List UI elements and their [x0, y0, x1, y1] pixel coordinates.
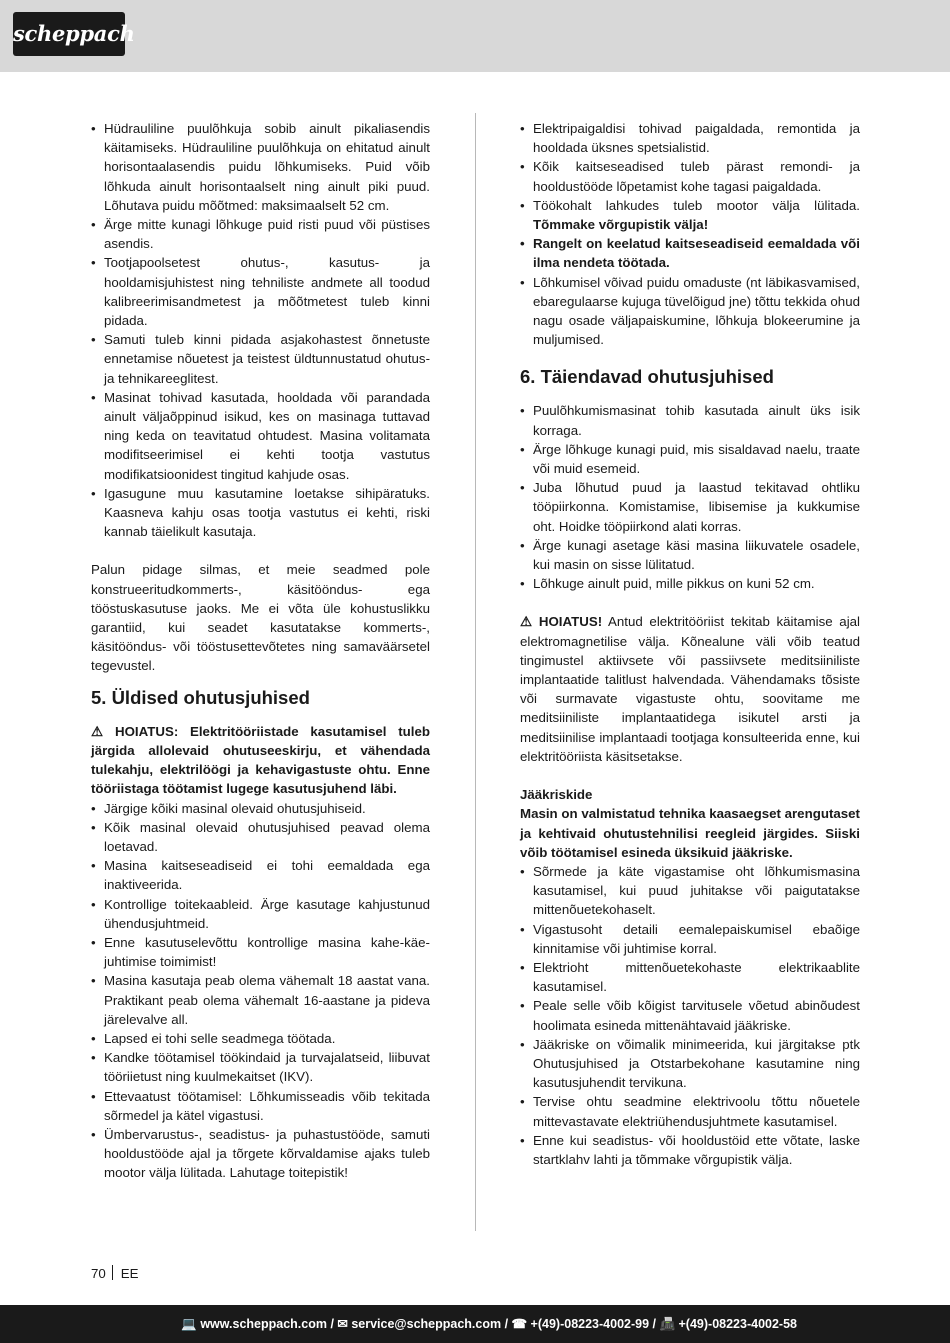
list-item: • Masinat tohivad kasutada, hooldada või parandada ainult väljaõppinud isikud, kes on masinaga tuttavad ning keda on teavitatud ohtudest. Masina volitamata modifitseerimisel ei kehti tootja vastutus modifikatsioonidest tingitud kahjude osas. — [91, 388, 430, 484]
column-divider — [475, 113, 476, 1231]
residual-risks-intro: Masin on valmistatud tehnika kaasaegset arengutaset ja kehtivaid ohutustehnilisi reegleid järgides. Siiski võib töötamisel esineda üksikuid jääkriske. — [520, 806, 860, 860]
list-item: • Vigastusoht detaili eemalepaiskumisel ebaõige kinnitamise või juhtimise korral. — [520, 920, 860, 958]
emf-warning — [520, 612, 860, 766]
warning-icon: ⚠ — [520, 614, 535, 630]
residual-risks-heading: Jääkriskide — [520, 787, 593, 803]
list-item: • Hüdrauliline puulõhkuja sobib ainult pikaliasendis käitamiseks. Hüdrauliline puulõhkuja on ehitatud ainult horisontaalasendis puidu lõhkumiseks. Puid võib lõhkuda ainult horisontaalselt ning ainult piki puud. Lõhutava puidu mõõtmed: maksimaalselt 52 cm. — [91, 119, 430, 215]
warning-icon: ⚠ — [91, 723, 111, 739]
list-item: • Jääkriske on võimalik minimeerida, kui järgitakse ptk Ohutusjuhised ja Otstarbekohane kasutamine ning kasutusjuhendit tervikuna. — [520, 1035, 860, 1093]
general-warning-text: HOIATUS: Elektritööriistade kasutamisel tuleb järgida allolevaid ohutuseeskirju, et vähendada tulekahju, elektrilöögi ja kehavigastuste ohtu. Enne tööriistaga töötamist lugege kasutusjuhend läbi. — [91, 723, 430, 797]
list-item: • Rangelt on keelatud kaitseseadiseid eemaldada või ilma nendeta töötada. — [520, 234, 860, 272]
list-item: • Tootjapoolsetest ohutus-, kasutus- ja hooldamisjuhistest ning tehniliste andmete all toodud kalibreerimisandmetest ja mõõtmetest tuleb kinni pidada. — [91, 253, 430, 330]
general-warning — [91, 722, 430, 799]
intended-use-list — [91, 119, 430, 541]
list-item: • Kõik kaitseseadised tuleb pärast remondi- ja hooldustööde lõpetamist kohe tagasi paigaldada. — [520, 157, 860, 195]
list-item: • Puulõhkumismasinat tohib kasutada ainult üks isik korraga. — [520, 401, 860, 439]
list-item: • Kõik masinal olevaid ohutusjuhised peavad olema loetavad. — [91, 818, 430, 856]
list-item: • Igasugune muu kasutamine loetakse sihipäratuks. Kaasneva kahju osas tootja vastutus ei kehti, riski kannab täielikult kasutaja. — [91, 484, 430, 542]
list-item: • Lapsed ei tohi selle seadmega töötada. — [91, 1029, 430, 1048]
list-item: • Tervise ohtu seadmine elektrivoolu tõttu nõuetele mittevastavate elektriühendusjuhtmete kasutamisel. — [520, 1092, 860, 1130]
contact-band — [0, 1305, 950, 1343]
list-item: • Järgige kõiki masinal olevaid ohutusjuhiseid. — [91, 799, 430, 818]
emf-warning-label: HOIATUS! — [538, 614, 603, 630]
list-item: • Lõhkuge ainult puid, mille pikkus on kuni 52 cm. — [520, 574, 860, 593]
list-item: • Ümbervarustus-, seadistus- ja puhastustööde, samuti hooldustööde ajal ja tõrgete kõrvaldamise ajaks tuleb mootor välja lülitada. Lahutage toitepistik! — [91, 1125, 430, 1183]
list-item: • Ettevaatust töötamisel: Lõhkumisseadis võib tekitada sõrmedel ja kätel vigastusi. — [91, 1087, 430, 1125]
list-item: • Sõrmede ja käte vigastamise oht lõhkumismasina kasutamisel, kui puud juhitakse või paigutatakse mittenõuetekohaselt. — [520, 862, 860, 920]
scheppach-logo: scheppach — [13, 12, 125, 56]
list-item-emphasis: Tõmmake võrgupistik välja! — [533, 217, 709, 233]
footer-separator — [112, 1265, 113, 1280]
list-item-text: Töökohalt lahkudes tuleb mootor välja lülitada. — [533, 197, 860, 213]
list-item: • Samuti tuleb kinni pidada asjakohastest õnnetuste ennetamise nõuetest ja teistest üldtunnustatud ohutus- ja tehnikareeglitest. — [91, 330, 430, 388]
emf-warning-text: Antud elektritööriist tekitab käitamise ajal elektromagnetilise välja. Kõnealune väli võib teatud tingimustel aktiivsete või passiivsete meditsiiniliste implantaatide talitlust halvendada. Vähendamaks tõsiste või surmavate vigastuste ohtu, soovitame me meditsiiniliste implantaatidega isikutel arsti ja meditsiinilise implantaadi tootjaga konsulteerida enne, kui elektritööriista käsitsetakse. — [520, 614, 860, 764]
list-item: • Ärge mitte kunagi lõhkuge puid risti puud või püstises asendis. — [91, 215, 430, 253]
residual-risks-list — [520, 862, 860, 1169]
right-column — [520, 119, 860, 1169]
list-item: • Ärge kunagi asetage käsi masina liikuvatele osadele, kui masin on sisse lülitatud. — [520, 536, 860, 574]
page-number: 70 — [91, 1266, 106, 1281]
list-item: • Lõhkumisel võivad puidu omaduste (nt läbikasvamised, ebaregulaarse kujuga tüvelõigud jne) tõttu tekkida ohud nagu osade väljapaiskumine, lõhkuja blokeerumine ja muljumised. — [520, 273, 860, 350]
additional-safety-list — [520, 401, 860, 593]
commercial-use-paragraph: Palun pidage silmas, et meie seadmed pole konstrueeritudkommerts-, käsitööndus- ega tööstuskasutuse jaoks. Me ei võta üle kohustuslikku garantiid, kui seadet kasutatakse kommerts-, käsitööndus- või tööstusettevõtetes ning samaväärsetel tegevustel. — [91, 562, 430, 674]
left-column — [91, 119, 430, 1183]
list-item: • Elektrioht mittenõuetekohaste elektrikaablite kasutamisel. — [520, 958, 860, 996]
section-6-title: 6. Täiendavad ohutusjuhised — [520, 366, 774, 388]
list-item: • Enne kasutuselevõttu kontrollige masina kahe-käe-juhtimise toimimist! — [91, 933, 430, 971]
header-band — [0, 0, 950, 72]
language-code: EE — [120, 1266, 139, 1281]
list-item — [520, 196, 860, 234]
list-item: • Juba lõhutud puud ja laastud tekitavad ohtliku tööpiirkonna. Komistamise, libisemise ja kukkumise oht. Hoidke tööpiirkond alati korras. — [520, 478, 860, 536]
general-safety-list — [91, 799, 430, 1183]
section-5-title: 5. Üldised ohutusjuhised — [91, 686, 310, 708]
list-item: • Enne kui seadistus- või hooldustöid ette võtate, laske startklahv lahti ja tõmmake võrgupistik välja. — [520, 1131, 860, 1169]
list-item: • Ärge lõhkuge kunagi puid, mis sisaldavad naelu, traate või muid esemeid. — [520, 440, 860, 478]
contact-line: 💻 www.scheppach.com / ✉ service@scheppach.com / ☎ +(49)-08223-4002-99 / 📠 +(49)-08223-4002-58 — [181, 1317, 797, 1331]
list-item: • Elektripaigaldisi tohivad paigaldada, remontida ja hooldada üksnes spetsialistid. — [520, 119, 860, 157]
list-item: • Kontrollige toitekaableid. Ärge kasutage kahjustunud ühendusjuhtmeid. — [91, 895, 430, 933]
list-item: • Masina kaitseseadiseid ei tohi eemaldada ega inaktiveerida. — [91, 856, 430, 894]
page-footer — [91, 1265, 139, 1283]
list-item: • Peale selle võib kõigist tarvitusele võetud abinõudest hoolimata esineda mittenähtavaid jääkriske. — [520, 996, 860, 1034]
list-item: • Kandke töötamisel töökindaid ja turvajalatseid, liibuvat tööriietust ning kuulmekaitset (IKV). — [91, 1048, 430, 1086]
electrical-safety-list — [520, 119, 860, 349]
list-item: • Masina kasutaja peab olema vähemalt 18 aastat vana. Praktikant peab olema vähemalt 16-aastane ja pideva järelevalve all. — [91, 971, 430, 1029]
